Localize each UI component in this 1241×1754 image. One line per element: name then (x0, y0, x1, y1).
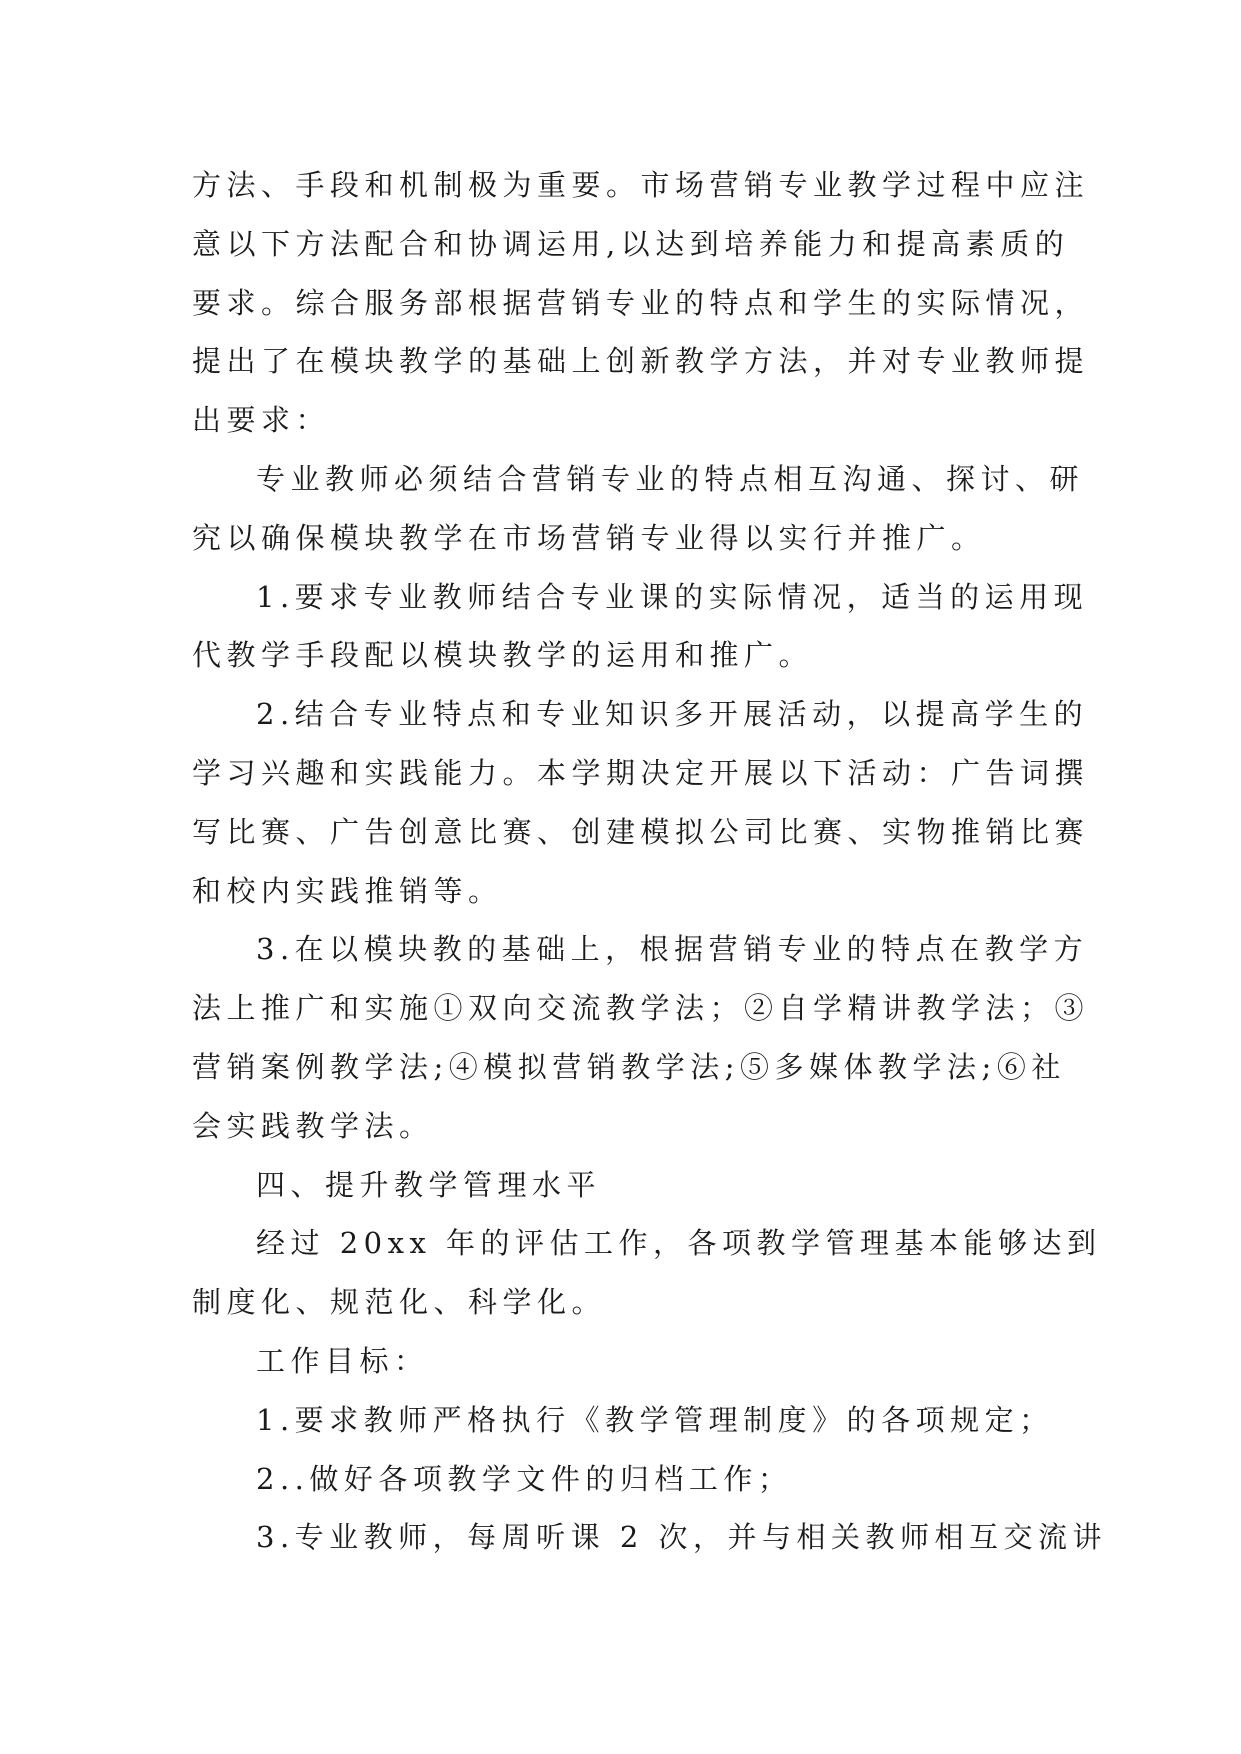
body-line: 方法、手段和机制极为重要。市场营销专业教学过程中应注 (192, 168, 1090, 202)
body-line: 法上推广和实施①双向交流教学法；②自学精讲教学法；③ (192, 991, 1090, 1026)
body-line: 出要求： (192, 403, 331, 438)
goal-item-3: 3.专业教师，每周听课 2 次，并与相关教师相互交流讲 (256, 1520, 1108, 1555)
goal-item-2: 2..做好各项教学文件的归档工作； (256, 1461, 793, 1496)
list-item-2-line: 2.结合专业特点和专业知识多开展活动，以提高学生的 (256, 697, 1089, 732)
body-line: 和校内实践推销等。 (192, 873, 503, 908)
body-line: 代教学手段配以模块教学的运用和推广。 (192, 638, 814, 673)
body-line: 究以确保模块教学在市场营销专业得以实行并推广。 (192, 520, 986, 555)
body-line: 要求。综合服务部根据营销专业的特点和学生的实际情况， (192, 285, 1090, 320)
section-heading: 四、提升教学管理水平 (256, 1167, 602, 1202)
body-line: 写比赛、广告创意比赛、创建模拟公司比赛、实物推销比赛 (192, 814, 1090, 849)
body-line: 学习兴趣和实践能力。本学期决定开展以下活动：广告词撰 (192, 755, 1090, 790)
body-line: 营销案例教学法;④模拟营销教学法;⑤多媒体教学法;⑥社 (192, 1049, 1066, 1084)
document-body (192, 156, 1108, 1567)
list-item-3-line: 3.在以模块教的基础上，根据营销专业的特点在教学方 (256, 932, 1089, 967)
body-line: 会实践教学法。 (192, 1108, 434, 1143)
body-line: 意以下方法配合和协调运用,以达到培养能力和提高素质的 (192, 226, 1070, 261)
paragraph-start-line: 经过 20xx 年的评估工作，各项教学管理基本能够达到 (256, 1226, 1102, 1261)
subheading-work-goals: 工作目标： (256, 1343, 429, 1378)
list-item-1-line: 1.要求专业教师结合专业课的实际情况，适当的运用现 (256, 579, 1089, 614)
goal-item-1: 1.要求教师严格执行《教学管理制度》的各项规定； (256, 1402, 1054, 1437)
paragraph-start-line: 专业教师必须结合营销专业的特点相互沟通、探讨、研 (256, 461, 1085, 496)
body-line: 提出了在模块教学的基础上创新教学方法，并对专业教师提 (192, 344, 1090, 379)
body-line: 制度化、规范化、科学化。 (192, 1285, 607, 1320)
